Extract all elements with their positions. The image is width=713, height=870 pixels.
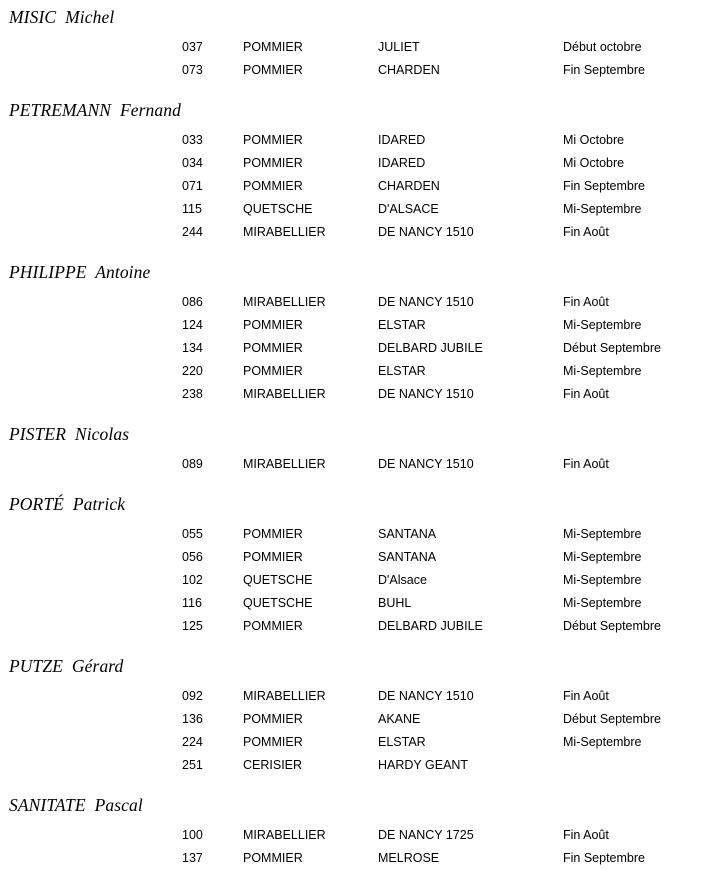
tree-row [0, 824, 713, 847]
harvest-period: Mi-Septembre [563, 202, 642, 216]
tree-variety: DE NANCY 1510 [378, 457, 474, 471]
tree-number: 115 [182, 202, 202, 216]
tree-number: 124 [182, 318, 203, 332]
tree-variety: DE NANCY 1725 [378, 828, 474, 842]
harvest-period: Mi-Septembre [563, 735, 642, 749]
tree-species: POMMIER [243, 40, 303, 54]
tree-variety: CHARDEN [378, 63, 440, 77]
tree-species: POMMIER [243, 364, 303, 378]
tree-number: 037 [182, 40, 203, 54]
tree-number: 116 [182, 596, 202, 610]
tree-number: 073 [182, 63, 203, 77]
tree-number: 089 [182, 457, 203, 471]
tree-variety: CHARDEN [378, 179, 440, 193]
harvest-period: Début Septembre [563, 619, 661, 633]
owner-name: PUTZE Gérard [9, 656, 124, 676]
owner-name: PETREMANN Fernand [9, 100, 181, 120]
tree-number: 071 [182, 179, 203, 193]
tree-species: POMMIER [243, 179, 303, 193]
tree-variety: SANTANA [378, 550, 437, 564]
harvest-period: Mi-Septembre [563, 527, 642, 541]
tree-variety: HARDY GEANT [378, 758, 469, 772]
harvest-period: Fin Septembre [563, 179, 645, 193]
harvest-period: Début Septembre [563, 712, 661, 726]
tree-number: 033 [182, 133, 203, 147]
tree-number: 055 [182, 527, 203, 541]
tree-number: 251 [182, 758, 203, 772]
tree-species: QUETSCHE [243, 573, 313, 587]
harvest-period: Mi Octobre [563, 133, 625, 147]
tree-number: 092 [182, 689, 203, 703]
tree-number: 086 [182, 295, 203, 309]
tree-number: 137 [182, 851, 203, 865]
tree-species: POMMIER [243, 550, 303, 564]
tree-row [0, 592, 713, 615]
tree-variety: D'Alsace [378, 573, 427, 587]
tree-variety: DE NANCY 1510 [378, 387, 474, 401]
harvest-period: Fin Août [563, 828, 609, 842]
tree-variety: ELSTAR [378, 364, 426, 378]
tree-row [0, 731, 713, 754]
owner-name: PHILIPPE Antoine [9, 262, 151, 282]
tree-number: 224 [182, 735, 203, 749]
owner-name: MISIC Michel [9, 7, 115, 27]
tree-number: 134 [182, 341, 203, 355]
harvest-period: Mi-Septembre [563, 596, 642, 610]
tree-number: 238 [182, 387, 203, 401]
tree-variety: DE NANCY 1510 [378, 689, 474, 703]
tree-species: QUETSCHE [243, 202, 313, 216]
tree-row [0, 708, 713, 731]
tree-variety: SANTANA [378, 527, 437, 541]
tree-row [0, 546, 713, 569]
tree-row [0, 847, 713, 870]
harvest-period: Début octobre [563, 40, 642, 54]
tree-row [0, 36, 713, 59]
tree-variety: IDARED [378, 156, 426, 170]
harvest-period: Fin Septembre [563, 63, 645, 77]
tree-variety: DELBARD JUBILE [378, 619, 483, 633]
tree-row [0, 360, 713, 383]
tree-variety: DELBARD JUBILE [378, 341, 483, 355]
tree-species: POMMIER [243, 133, 303, 147]
tree-variety: ELSTAR [378, 735, 426, 749]
tree-species: QUETSCHE [243, 596, 313, 610]
tree-row [0, 129, 713, 152]
tree-row [0, 291, 713, 314]
tree-row [0, 59, 713, 82]
tree-variety: AKANE [378, 712, 421, 726]
tree-species: POMMIER [243, 851, 303, 865]
tree-species: POMMIER [243, 156, 303, 170]
tree-number: 136 [182, 712, 203, 726]
tree-species: POMMIER [243, 63, 303, 77]
harvest-period: Mi-Septembre [563, 573, 642, 587]
tree-species: POMMIER [243, 341, 303, 355]
tree-species: MIRABELLIER [243, 225, 326, 239]
tree-row [0, 453, 713, 476]
tree-number: 125 [182, 619, 203, 633]
harvest-period: Fin Août [563, 225, 609, 239]
tree-species: MIRABELLIER [243, 689, 326, 703]
harvest-period: Fin Août [563, 295, 609, 309]
tree-number: 102 [182, 573, 203, 587]
tree-species: POMMIER [243, 527, 303, 541]
tree-row [0, 198, 713, 221]
harvest-period: Fin Août [563, 387, 609, 401]
tree-row [0, 383, 713, 406]
tree-variety: DE NANCY 1510 [378, 225, 474, 239]
tree-species: MIRABELLIER [243, 457, 326, 471]
harvest-period: Fin Septembre [563, 851, 645, 865]
tree-row [0, 152, 713, 175]
tree-variety: BUHL [378, 596, 412, 610]
tree-variety: JULIET [378, 40, 420, 54]
owner-name: PISTER Nicolas [9, 424, 130, 444]
tree-row [0, 221, 713, 244]
tree-species: MIRABELLIER [243, 828, 326, 842]
tree-number: 056 [182, 550, 203, 564]
tree-variety: ELSTAR [378, 318, 426, 332]
owner-name: SANITATE Pascal [9, 795, 143, 815]
tree-species: POMMIER [243, 735, 303, 749]
tree-row [0, 615, 713, 638]
tree-number: 220 [182, 364, 203, 378]
harvest-period: Mi Octobre [563, 156, 625, 170]
tree-variety: DE NANCY 1510 [378, 295, 474, 309]
tree-row [0, 569, 713, 592]
harvest-period: Mi-Septembre [563, 364, 642, 378]
tree-variety: D'ALSACE [378, 202, 439, 216]
tree-row [0, 337, 713, 360]
tree-species: MIRABELLIER [243, 295, 326, 309]
tree-variety: MELROSE [378, 851, 440, 865]
tree-number: 244 [182, 225, 203, 239]
tree-row [0, 685, 713, 708]
tree-row [0, 523, 713, 546]
tree-variety: IDARED [378, 133, 426, 147]
harvest-period: Début Septembre [563, 341, 661, 355]
tree-number: 034 [182, 156, 203, 170]
tree-row [0, 314, 713, 337]
tree-number: 100 [182, 828, 203, 842]
tree-species: POMMIER [243, 318, 303, 332]
tree-species: CERISIER [243, 758, 303, 772]
harvest-period: Mi-Septembre [563, 318, 642, 332]
harvest-period: Mi-Septembre [563, 550, 642, 564]
owner-name: PORTÉ Patrick [9, 494, 126, 514]
tree-species: POMMIER [243, 619, 303, 633]
tree-row [0, 754, 713, 777]
tree-species: POMMIER [243, 712, 303, 726]
harvest-period: Fin Août [563, 689, 609, 703]
harvest-period: Fin Août [563, 457, 609, 471]
tree-row [0, 175, 713, 198]
tree-species: MIRABELLIER [243, 387, 326, 401]
